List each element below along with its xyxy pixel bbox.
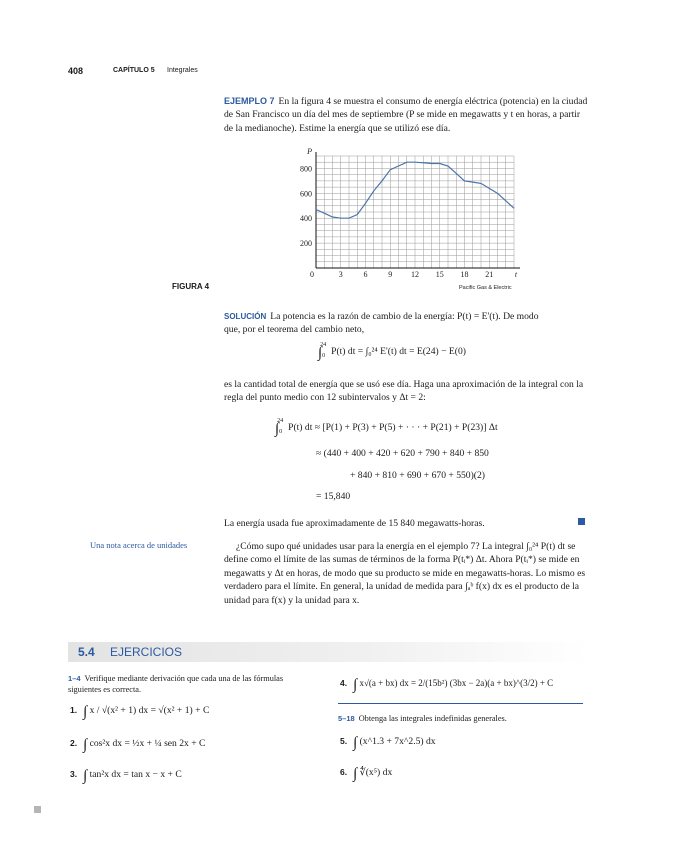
exercise-group1-range: 1–4 (68, 674, 81, 683)
example-label: EJEMPLO 7 (224, 96, 275, 106)
x-tick-label: 6 (363, 270, 368, 279)
equation-midpoint-line3: + 840 + 810 + 690 + 670 + 550)(2) (350, 470, 485, 481)
y-tick-label: 200 (300, 239, 312, 249)
exercise-group1-text: Verifique mediante derivación que cada una de las fórmulas siguientes es correcta. (68, 674, 284, 694)
x-tick-label: 15 (435, 270, 444, 279)
exercise-number: 2. (70, 738, 78, 748)
solution-label: SOLUCIÓN (224, 312, 267, 321)
exercise-item: 4. ∫ x√(a + bx) dx = 2/(15b²) (3bx − 2a)(a + bx)^(3/2) + C (340, 677, 554, 693)
solution-intro (224, 310, 590, 337)
figure-label: FIGURA 4 (172, 282, 210, 291)
exercise-number: 6. (340, 767, 348, 777)
example-paragraph (224, 95, 590, 135)
section-number: 5.4 (78, 645, 95, 659)
page-number: 408 (68, 66, 84, 76)
exercise-group2-instructions (338, 714, 507, 723)
equation-net-change-text: P(t) dt = ∫₀²⁴ E'(t) dt = E(24) − E(0) (331, 346, 466, 357)
equation-midpoint-line2: ≈ (440 + 400 + 420 + 620 + 790 + 840 + 850 (316, 448, 489, 459)
y-tick-label: 400 (300, 214, 312, 224)
chapter-title: Integrales (167, 67, 198, 74)
chart-grid (316, 156, 514, 268)
exercise-number: 1. (70, 705, 78, 715)
exercise-group2-text: Obtenga las integrales indefinidas generales. (358, 714, 507, 723)
y-tick-label: 800 (300, 164, 312, 174)
x-tick-label: 9 (388, 270, 393, 279)
power-chart (290, 148, 526, 288)
exercise-number: 4. (340, 678, 348, 688)
y-axis-label: P (307, 148, 312, 156)
units-note-paragraph: ¿Cómo supo qué unidades usar para la energía en el ejemplo 7? La integral ∫₀²⁴ P(t) dt se define como el límite de las sumas de términos de la forma P(tᵢ*) Δt. Ahora P(tᵢ*) se mide en megawatts y Δt en horas, de modo que su producto se mide en megawatts-horas. Lo mismo es verdadero para el límite. En general, la unidad de medida para ∫ₐᵇ f(x) dx es el producto de la unidad para f(x) y la unidad para x. (224, 541, 586, 606)
exercise-item: 6. ∫ ∜(x⁵) dx (340, 766, 393, 782)
exercise-expression: x√(a + bx) dx = 2/(15b²) (3bx − 2a)(a + bx)^(3/2) + C (359, 678, 554, 688)
example-text: En la figura 4 se muestra el consumo de energía eléctrica (potencia) en la ciudad de San Francisco un día del mes de septiembre (P se mide en megawatts y t en horas, a partir de la medianoche). Estime la energía que se utilizó ese día. (224, 96, 588, 134)
equation-midpoint-result: = 15,840 (316, 491, 351, 502)
solution-line2: que, por el teorema del cambio neto, (224, 324, 365, 336)
chapter-label: CAPÍTULO 5 (113, 67, 155, 74)
figure-credit: Pacific Gas & Electric (459, 285, 512, 291)
y-tick-label: 600 (300, 189, 312, 199)
exercise-item: 2. ∫ cos²x dx = ½x + ¼ sen 2x + C (70, 737, 206, 753)
section-title: EJERCICIOS (110, 645, 183, 659)
end-of-solution-mark (578, 518, 585, 525)
exercise-item: 1. ∫ x / √(x² + 1) dx = √(x² + 1) + C (70, 704, 210, 720)
exercise-expression: cos²x dx = ½x + ¼ sen 2x + C (89, 738, 206, 749)
equation-midpoint-line1: P(t) dt ≈ [P(1) + P(3) + P(5) + · · · + P(21) + P(23)] Δt (288, 422, 498, 433)
exercise-group2-range: 5–18 (338, 714, 355, 723)
exercise-expression: ∜(x⁵) dx (359, 767, 393, 778)
x-tick-label: 18 (460, 270, 469, 279)
exercise-item: 3. ∫ tan²x dx = tan x − x + C (70, 768, 182, 784)
x-axis-label: t (514, 270, 518, 279)
exercise-group1-instructions (68, 673, 318, 695)
equation-net-change: $\int_0^{24}P(t)$ dt = ∫₀²⁴ E'(t) dt = E(24) − E(0) (318, 341, 466, 361)
equation-midpoint: $\int_0^{24}P(t)$ dt ≈ [P(1) + P(3) + P(5) + · · · + P(21) + P(23)] Δt (275, 417, 498, 437)
x-tick-label: 21 (485, 270, 494, 279)
exercise-number: 5. (340, 736, 348, 746)
x-tick-label: 0 (310, 270, 314, 279)
exercise-number: 3. (70, 769, 78, 779)
footer-square (34, 806, 41, 813)
solution-paragraph-2: es la cantidad total de energía que se usó ese día. Haga una aproximación de la integral con la regla del punto medio con 12 subintervalos y Δt = 2: (224, 379, 584, 404)
exercise-expression: (x^1.3 + 7x^2.5) dx (359, 736, 436, 747)
x-tick-label: 12 (411, 270, 419, 279)
exercise-divider (338, 703, 583, 704)
solution-line1: La potencia es la razón de cambio de la energía: P(t) = E'(t). De modo (270, 311, 539, 322)
exercise-item: 5. ∫ (x^1.3 + 7x^2.5) dx (340, 735, 436, 751)
margin-note-label: Una nota acerca de unidades (90, 540, 188, 550)
exercise-expression: tan²x dx = tan x − x + C (89, 769, 182, 780)
solution-conclusion: La energía usada fue aproximadamente de 15 840 megawatts-horas. (224, 518, 485, 529)
x-tick-label: 3 (338, 270, 343, 279)
exercise-expression: x / √(x² + 1) dx = √(x² + 1) + C (89, 705, 210, 716)
